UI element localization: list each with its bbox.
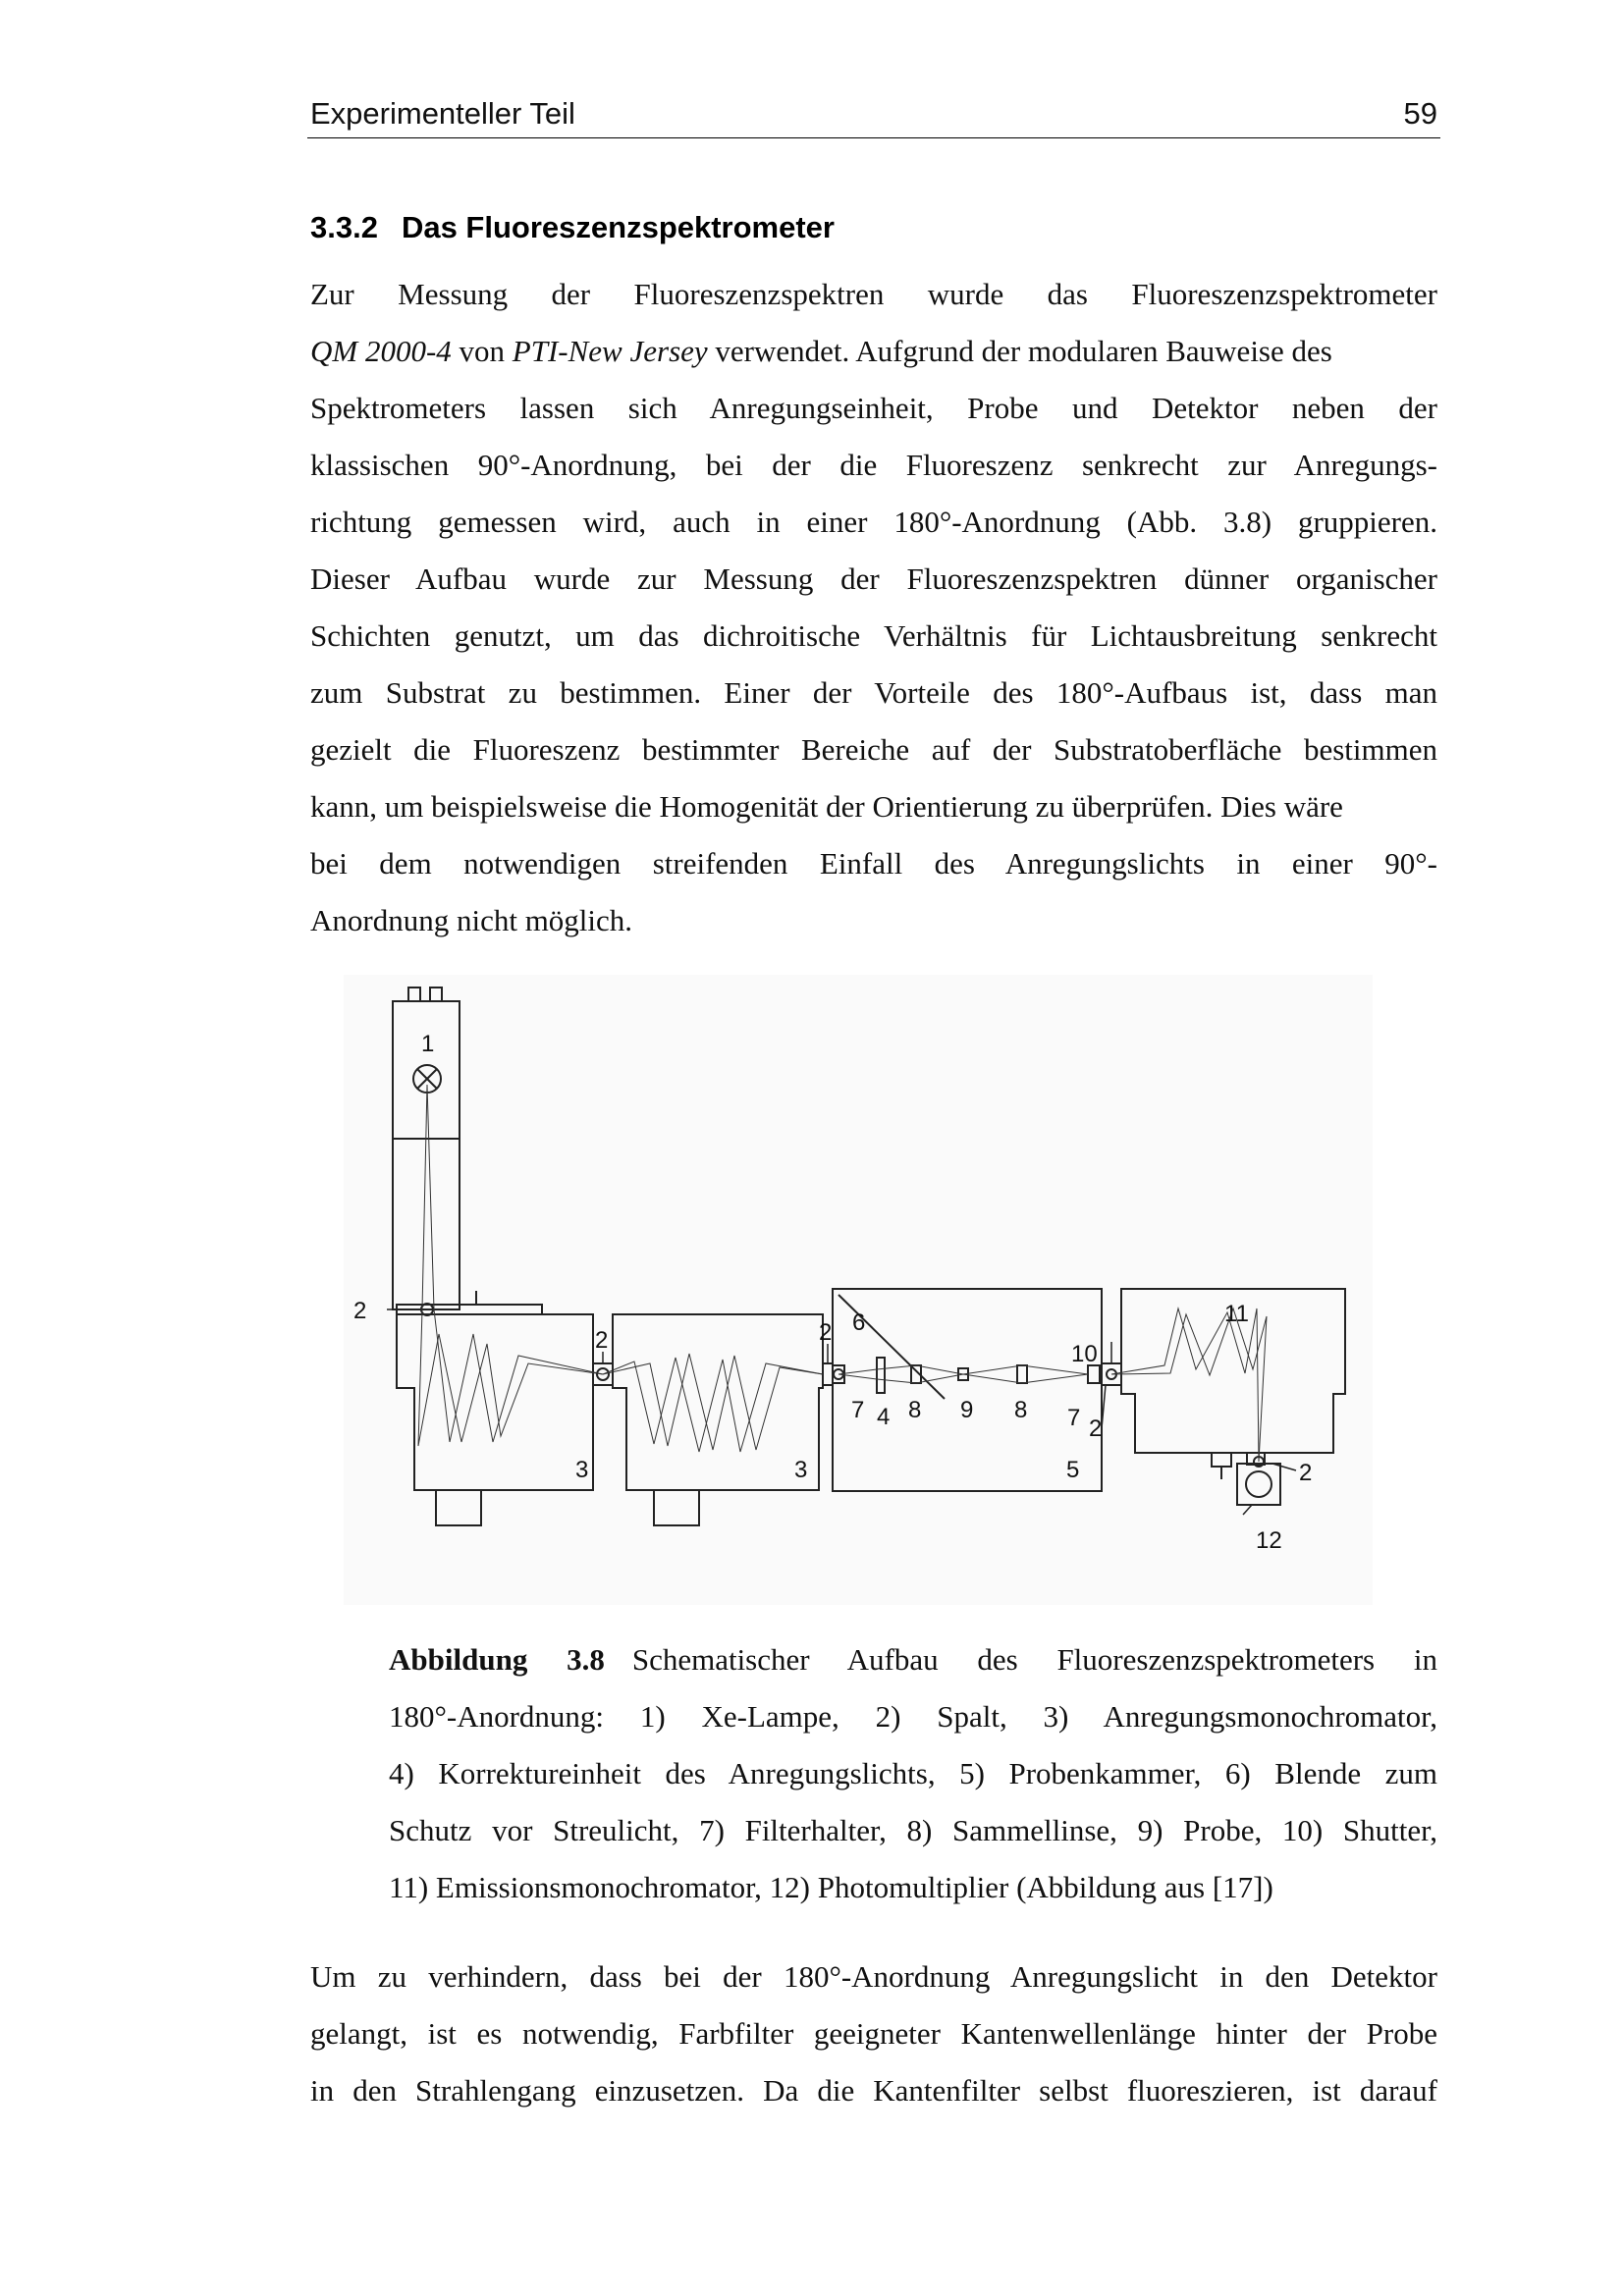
- text-line: klassischen 90°-Anordnung, bei der die Fluoreszenz senkrecht zur Anregungs-: [310, 448, 1437, 482]
- running-header: [307, 94, 1440, 138]
- lens-label: 8: [1014, 1397, 1028, 1423]
- section-title: Das Fluoreszenzspektrometer: [401, 210, 835, 244]
- chapter-title: Experimenteller Teil: [310, 96, 575, 131]
- slit-label: 2: [819, 1319, 833, 1346]
- text-line: gezielt die Fluoreszenz bestimmter Bereiche auf der Substratoberfläche bestimmen: [310, 732, 1437, 767]
- text-fragment: verwendet. Aufgrund der modularen Bauweise des: [707, 334, 1332, 368]
- caption-line: 11) Emissionsmonochromator, 12) Photomultiplier (Abbildung aus [17]): [389, 1870, 1273, 1904]
- slit-label: 2: [353, 1298, 367, 1324]
- paragraph-intro: [310, 266, 1437, 949]
- text-fragment: von: [451, 334, 513, 368]
- sample-label: 9: [960, 1397, 974, 1423]
- text-line: Spektrometers lassen sich Anregungseinheit, Probe und Detektor neben der: [310, 391, 1437, 425]
- excitation-mono-label: 3: [794, 1457, 808, 1483]
- caption-line: 180°-Anordnung: 1) Xe-Lampe, 2) Spalt, 3) Anregungsmonochromator,: [389, 1699, 1437, 1734]
- caption-line: 4) Korrektureinheit des Anregungslichts, 5) Probenkammer, 6) Blende zum: [389, 1756, 1437, 1790]
- lamp-label: 1: [421, 1031, 435, 1057]
- excitation-mono-label: 3: [575, 1457, 589, 1483]
- text-line: richtung gemessen wird, auch in einer 180°-Anordnung (Abb. 3.8) gruppieren.: [310, 505, 1437, 539]
- aperture-label: 6: [852, 1309, 866, 1336]
- text-line: Dieser Aufbau wurde zur Messung der Fluoreszenzspektren dünner organischer: [310, 561, 1437, 596]
- vendor-name: PTI-New Jersey: [512, 334, 708, 368]
- slit-label: 2: [595, 1327, 609, 1354]
- caption-line: [389, 1631, 1437, 1688]
- filter-holder-label: 7: [1067, 1405, 1081, 1431]
- section-heading: [310, 210, 835, 245]
- text-line: in den Strahlengang einzusetzen. Da die Kantenfilter selbst fluoreszieren, ist darauf: [310, 2073, 1437, 2108]
- photomultiplier-label: 12: [1256, 1527, 1282, 1554]
- text-line: Anordnung nicht möglich.: [310, 903, 633, 937]
- paragraph-continuation: [310, 1949, 1437, 2119]
- slit-label: 2: [1299, 1460, 1313, 1486]
- correction-unit-label: 4: [877, 1404, 891, 1430]
- text-line: kann, um beispielsweise die Homogenität der Orientierung zu überprüfen. Dies wäre: [310, 789, 1343, 824]
- text-line: gelangt, ist es notwendig, Farbfilter geeigneter Kantenwellenlänge hinter der Probe: [310, 2016, 1437, 2051]
- caption-line: Schutz vor Streulicht, 7) Filterhalter, 8) Sammellinse, 9) Probe, 10) Shutter,: [389, 1813, 1437, 1847]
- slit-label: 2: [1089, 1415, 1103, 1442]
- spectrometer-schematic: [344, 975, 1373, 1605]
- schematic-drawing: [344, 975, 1373, 1605]
- text-line: Um zu verhindern, dass bei der 180°-Anordnung Anregungslicht in den Detektor: [310, 1959, 1437, 1994]
- text-line: Schichten genutzt, um das dichroitische Verhältnis für Lichtausbreitung senkrecht: [310, 618, 1437, 653]
- figure-caption: [389, 1631, 1437, 1916]
- caption-text: Schematischer Aufbau des Fluoreszenzspektrometers in: [631, 1642, 1437, 1677]
- text-line: bei dem notwendigen streifenden Einfall des Anregungslichts in einer 90°-: [310, 846, 1437, 881]
- instrument-name: QM 2000-4: [310, 334, 452, 368]
- lens-label: 8: [908, 1397, 922, 1423]
- emission-mono-label: 11: [1224, 1301, 1249, 1327]
- filter-holder-label: 7: [851, 1397, 865, 1423]
- section-number: 3.3.2: [310, 210, 378, 244]
- shutter-label: 10: [1071, 1341, 1098, 1367]
- text-line: Zur Messung der Fluoreszenzspektren wurde das Fluoreszenzspektrometer: [310, 277, 1437, 311]
- sample-chamber-label: 5: [1066, 1457, 1080, 1483]
- caption-label: Abbildung 3.8: [389, 1642, 605, 1677]
- page-number: 59: [1403, 96, 1437, 131]
- text-line: [310, 323, 1437, 380]
- text-line: zum Substrat zu bestimmen. Einer der Vorteile des 180°-Aufbaus ist, dass man: [310, 675, 1437, 710]
